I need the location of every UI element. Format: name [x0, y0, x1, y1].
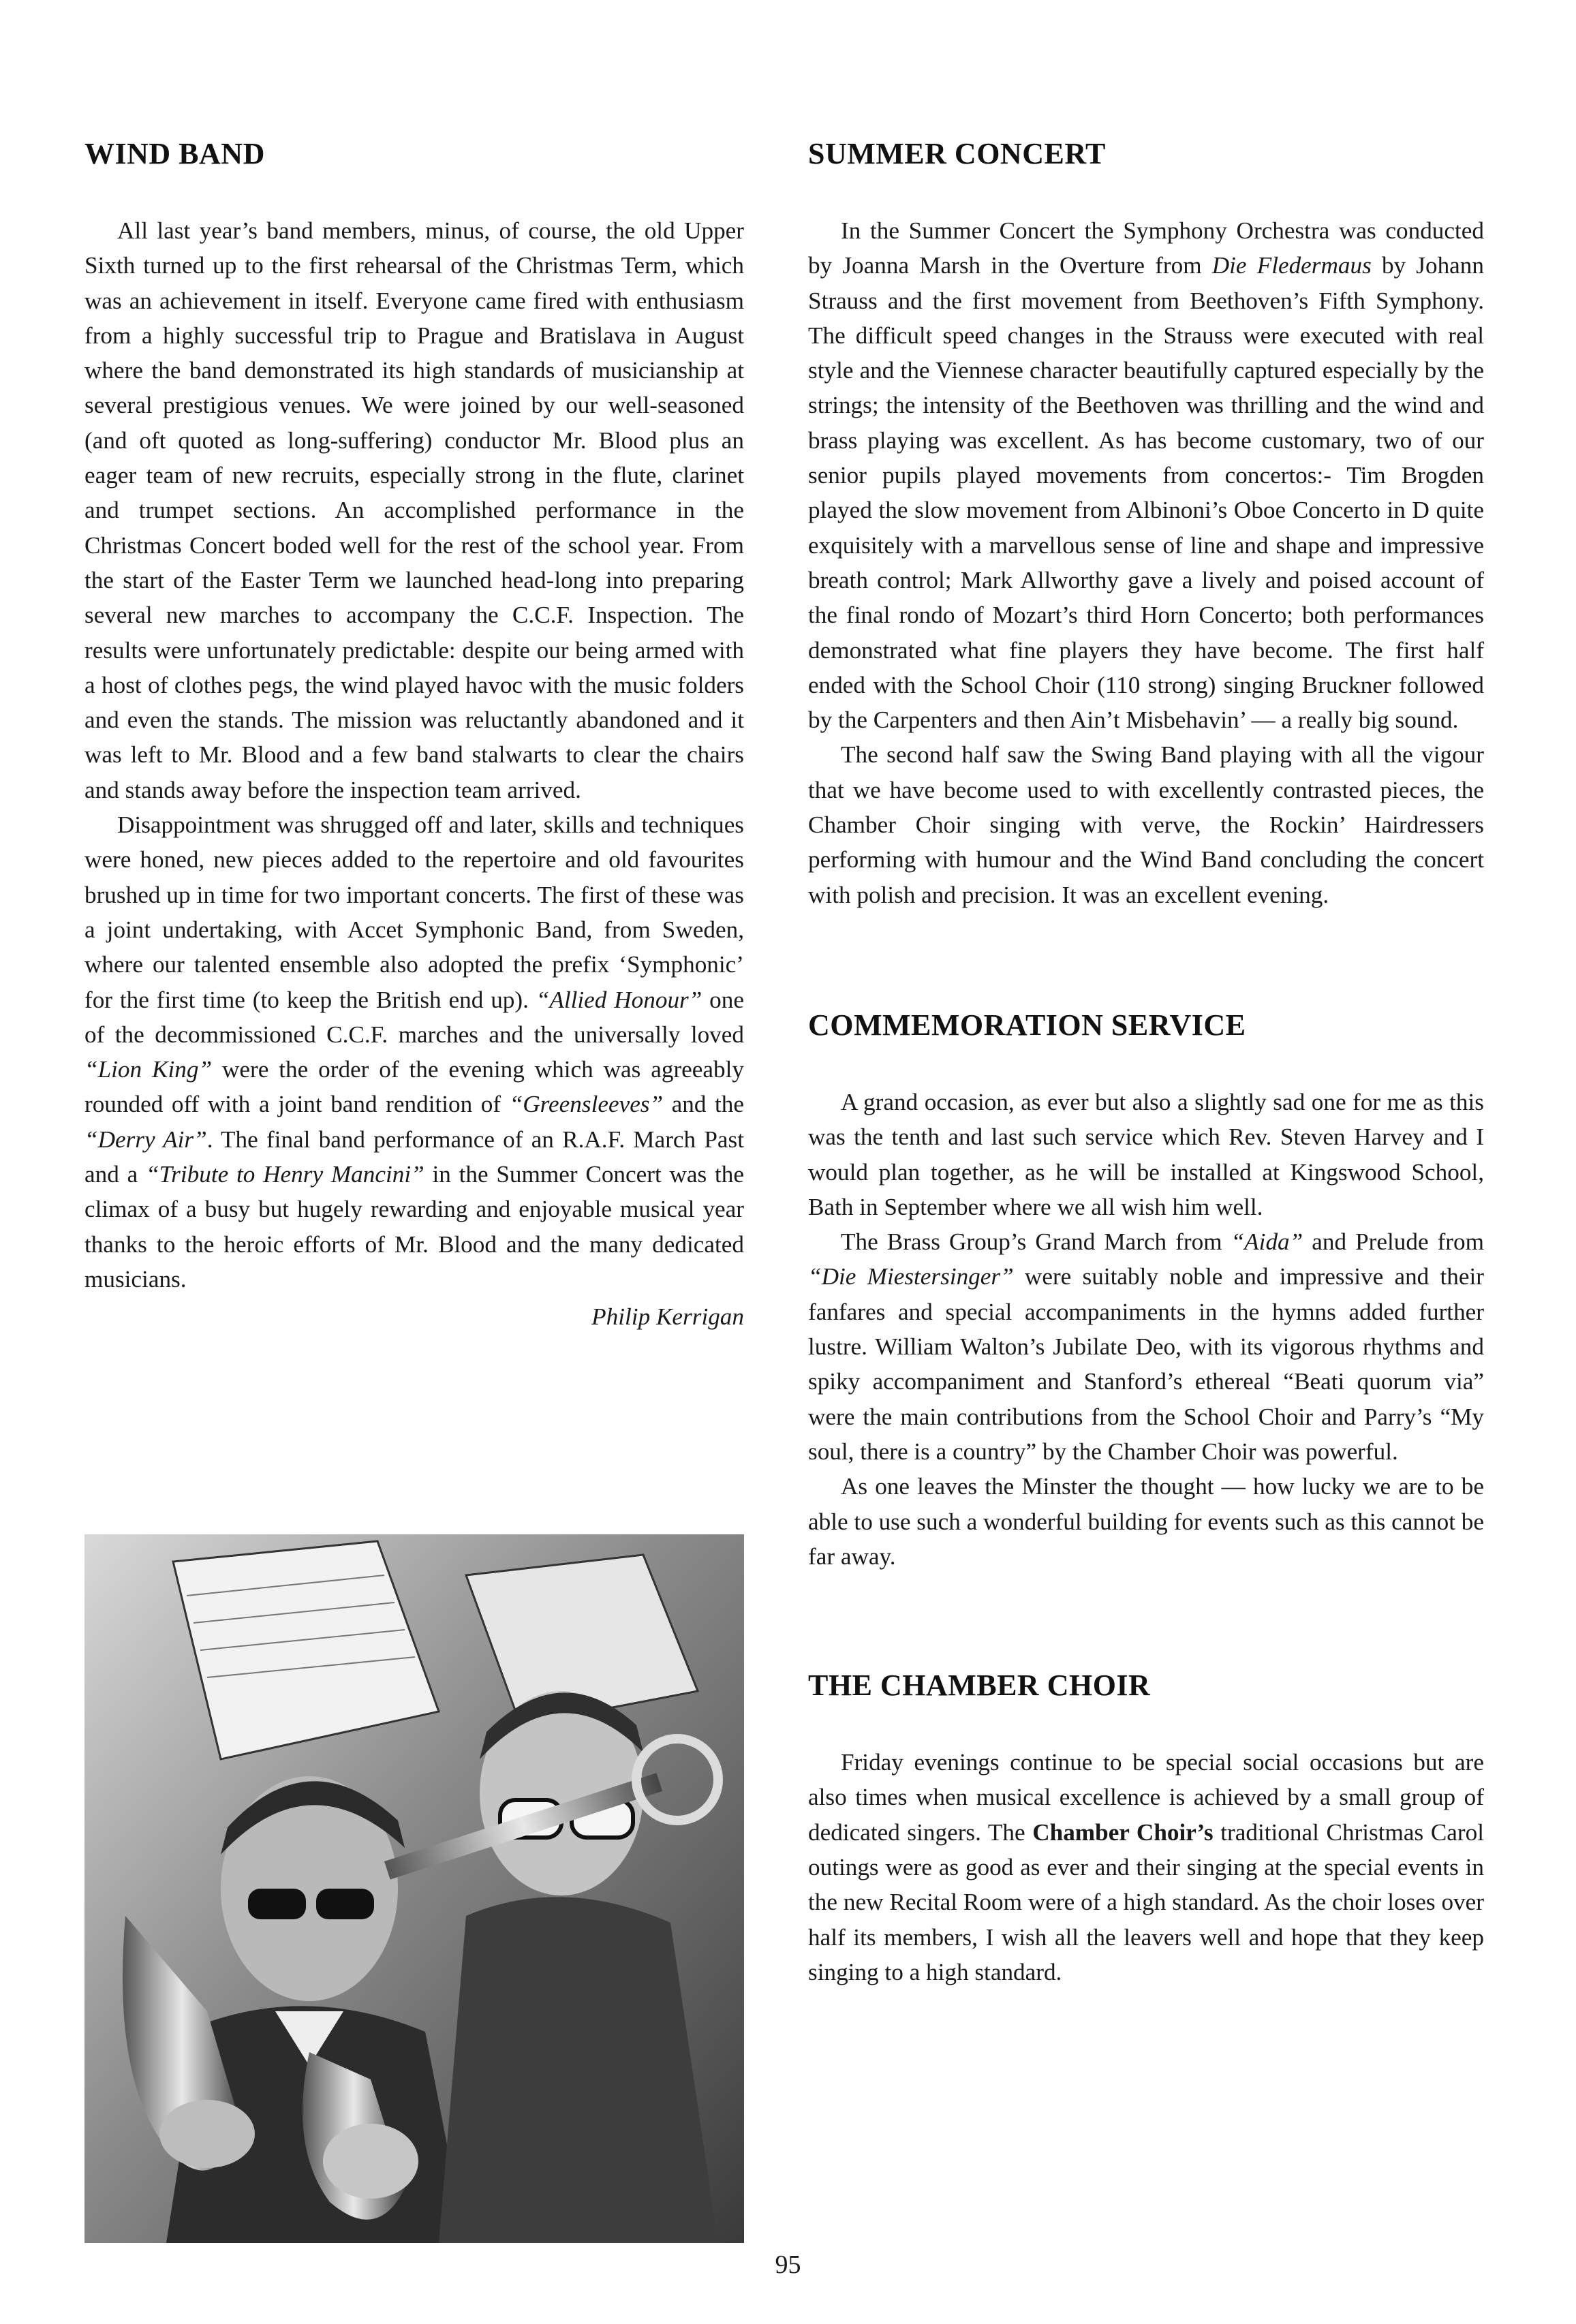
chamber-choir-body	[808, 1745, 1484, 1989]
chamber-choir-heading: THE CHAMBER CHOIR	[808, 1669, 1151, 1703]
commemoration-paragraph-3: As one leaves the Minster the thought — how lucky we are to be able to use such a wonderful building for events such as this cannot be far away.	[808, 1473, 1484, 1570]
wind-band-body	[84, 213, 744, 1334]
wind-band-author: Philip Kerrigan	[591, 1303, 744, 1331]
wind-band-photo	[84, 1534, 744, 2243]
summer-concert-body	[808, 213, 1484, 912]
wind-band-paragraph-1: All last year’s band members, minus, of course, the old Upper Sixth turned up to the first rehearsal of the Christmas Term, which was an achievement in itself. Everyone came fired with enthusiasm from a highly successful trip to Prague and Bratislava in August where the band demonstrated its high standards of musicianship at several prestigious venues. We were joined by our well-seasoned (and oft quoted as long-suffering) conductor Mr. Blood plus an eager team of new recruits, especially strong in the flute, clarinet and trumpet sections. An accomplished performance in the Christmas Concert boded well for the rest of the school year. From the start of the Easter Term we launched head-long into preparing several new marches to accompany the C.C.F. Inspection. The results were unfortunately predictable: despite our being armed with a host of clothes pegs, the wind played havoc with the music folders and even the stands. The mission was reluctantly abandoned and it was left to Mr. Blood and a few band stalwarts to clear the chairs and stands away before the inspection team arrived.	[84, 217, 744, 803]
commemoration-paragraph-1: A grand occasion, as ever but also a slightly sad one for me as this was the tenth and last such service which Rev. Steven Harvey and I would plan together, as he will be installed at Kingswood School, Bath in September where we all wish him well.	[808, 1088, 1484, 1220]
summer-concert-heading: SUMMER CONCERT	[808, 137, 1106, 170]
left-column	[84, 136, 744, 1334]
commemoration-heading: COMMEMORATION SERVICE	[808, 1008, 1246, 1042]
wind-band-heading: WIND BAND	[84, 137, 265, 170]
wind-band-paragraph-2: Disappointment was shrugged off and later, skills and techniques were honed, new pieces added to the repertoire and old favourites brushed up in time for two important concerts. The first of these was a joint undertaking, with Accet Symphonic Band, from Sweden, where our talented ensemble also adopted the prefix ‘Symphonic’ for the first time (to keep the British end up). “Allied Honour” one of the decommissioned C.C.F. marches and the universally loved “Lion King” were the order of the evening which was agreeably rounded off with a joint band rendition of “Greensleeves” and the “Derry Air”. The final band performance of an R.A.F. March Past and a “Tribute to Henry Mancini” in the Summer Concert was the climax of a busy but hugely rewarding and enjoyable musical year thanks to the heroic efforts of Mr. Blood and the many dedicated musicians.	[84, 811, 745, 1292]
commemoration-paragraph-2: The Brass Group’s Grand March from “Aida” and Prelude from “Die Miestersinger” were suitably noble and impressive and their fanfares and special accompaniments in the hymns added further lustre. William Walton’s Jubilate Deo, with its vigorous rhythms and spiky accompaniment and Stanford’s ethereal “Beati quorum via” were the main contributions from the School Choir and Parry’s “My soul, there is a country” by the Chamber Choir was powerful.	[808, 1228, 1484, 1465]
commemoration-body	[808, 1085, 1484, 1574]
chamber-choir-paragraph-1: Friday evenings continue to be special social occasions but are also times when musical excellence is achieved by a small group of dedicated singers. The Chamber Choir’s traditional Christmas Carol outings were as good as ever and their singing at the special events in the new Recital Room were of a high standard. As the choir loses over half its members, I wish all the leavers well and hope that they keep singing to a high standard.	[808, 1749, 1484, 1985]
summer-concert-paragraph-2: The second half saw the Swing Band playing with all the vigour that we have become used to with excellently contrasted pieces, the Chamber Choir singing with verve, the Rockin’ Hairdressers performing with humour and the Wind Band concluding the concert with polish and precision. It was an excellent evening.	[808, 741, 1484, 908]
page-number: 95	[775, 2250, 801, 2279]
right-column	[808, 136, 1484, 1989]
summer-concert-paragraph-1: In the Summer Concert the Symphony Orchestra was conducted by Joanna Marsh in the Overture from Die Fledermaus by Johann Strauss and the first movement from Beethoven’s Fifth Symphony. The difficult speed changes in the Strauss were executed with real style and the Viennese character beautifully captured especially by the strings; the intensity of the Beethoven was thrilling and the wind and brass playing was excellent. As has become customary, two of our senior pupils played movements from concertos:- Tim Brogden played the slow movement from Albinoni’s Oboe Concerto in D quite exquisitely with a marvellous sense of line and shape and impressive breath control; Mark Allworthy gave a lively and poised account of the final rondo of Mozart’s third Horn Concerto; both performances demonstrated what fine players they have become. The first half ended with the School Choir (110 strong) singing Bruckner followed by the Carpenters and then Ain’t Misbehavin’ — a really big sound.	[808, 217, 1484, 734]
